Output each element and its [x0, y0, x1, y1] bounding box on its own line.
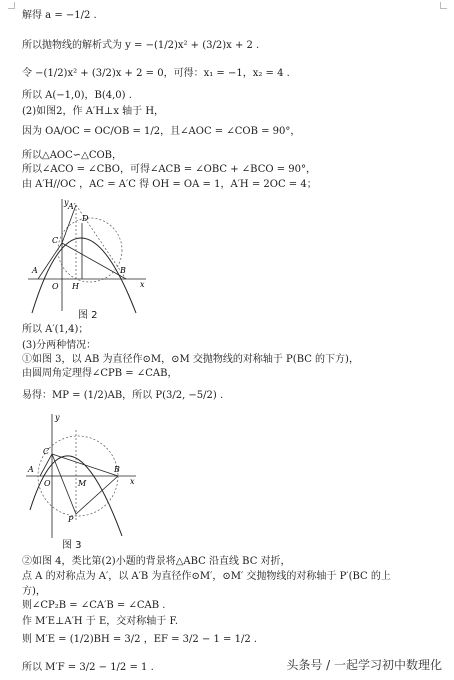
label-h: H — [72, 282, 79, 291]
text-line: 所以 M′F = 3/2 − 1/2 = 1 . — [22, 662, 154, 673]
label-o: O — [52, 282, 59, 291]
label-a: A — [32, 266, 38, 275]
label-d: D — [82, 214, 89, 223]
text-line: (2)如图2，作 A′H⊥x 轴于 H， — [22, 106, 165, 117]
text-line: 所以△AOC∽△COB， — [22, 150, 123, 161]
text-line: 所以∠ACO = ∠CBO，可得∠ACB = ∠OBC + ∠BCO = 90°， — [22, 164, 317, 175]
segment-cp — [52, 454, 76, 514]
label-b: B — [120, 266, 126, 275]
segment-cb — [52, 454, 118, 476]
text-line: 由圆周角定理得∠CPB = ∠CAB， — [22, 368, 178, 379]
label-b: B — [114, 465, 120, 474]
text-line: 易得：MP = (1/2)AB，所以 P(3/2, −5/2) . — [22, 390, 224, 401]
text-line: 方)， — [22, 586, 46, 597]
text-line: 解得 a = −1/2 . — [22, 10, 97, 21]
label-a: A — [28, 465, 34, 474]
figure-2 — [22, 193, 152, 317]
text-line: 则∠CP₂B = ∠CA′B = ∠CAB . — [22, 600, 166, 611]
text-line: 由 A′H//OC ，AC = A′C 得 OH = OA = 1，A′H = 2OC = 4； — [22, 179, 317, 190]
label-y: y — [55, 413, 60, 422]
label-p: P — [68, 515, 74, 524]
label-c: C — [43, 447, 50, 456]
page-corner-mark — [440, 2, 447, 9]
label-m: M — [78, 479, 87, 488]
segment-ac — [38, 243, 62, 279]
label-a-prime: A′ — [68, 202, 76, 211]
text-line: 因为 OA/OC = OC/OB = 1/2，且∠AOC = ∠COB = 90°， — [22, 126, 301, 137]
label-x: x — [130, 477, 135, 486]
text-line: 所以抛物线的解析式为 y = −(1/2)x² + (3/2)x + 2 . — [22, 40, 260, 51]
label-x: x — [140, 280, 145, 289]
label-c: C — [52, 236, 59, 245]
segment-cb — [62, 243, 126, 279]
text-line: (3)分两种情况： — [22, 340, 97, 351]
text-line: 所以 A(−1,0)，B(4,0) . — [22, 90, 132, 101]
figure-2-caption: 图 2 — [78, 310, 98, 321]
text-line: 令 −(1/2)x² + (3/2)x + 2 = 0，可得：x₁ = −1，x₂ = 4 . — [22, 68, 290, 79]
label-o: O — [44, 479, 51, 488]
figure-3-caption: 图 3 — [62, 540, 82, 551]
text-line: ②如图 4，类比第(2)小题的背景将△ABC 沿直线 BC 对折， — [22, 556, 291, 567]
text-line: 所以 A′(1,4)； — [22, 324, 89, 335]
watermark: 头条号 / 一起学习初中数理化 — [286, 658, 442, 672]
page-corner-mark — [8, 2, 15, 9]
text-line: 作 M′E⊥A′H 于 E，交对称轴于 F. — [22, 616, 179, 627]
label-y: y — [64, 198, 69, 207]
text-line: ①如图 3，以 AB 为直径作⊙M，⊙M 交抛物线的对称轴于 P(BC 的下方)， — [22, 354, 359, 365]
text-line: 则 M′E = (1/2)BH = 3/2 ，EF = 3/2 − 1 = 1/2 . — [22, 634, 258, 645]
figure-3 — [22, 410, 142, 540]
text-line: 点 A 的对称点为 A′，以 A′B 为直径作⊙M′，⊙M′ 交抛物线的对称轴于 P′(BC 的上 — [22, 571, 391, 582]
